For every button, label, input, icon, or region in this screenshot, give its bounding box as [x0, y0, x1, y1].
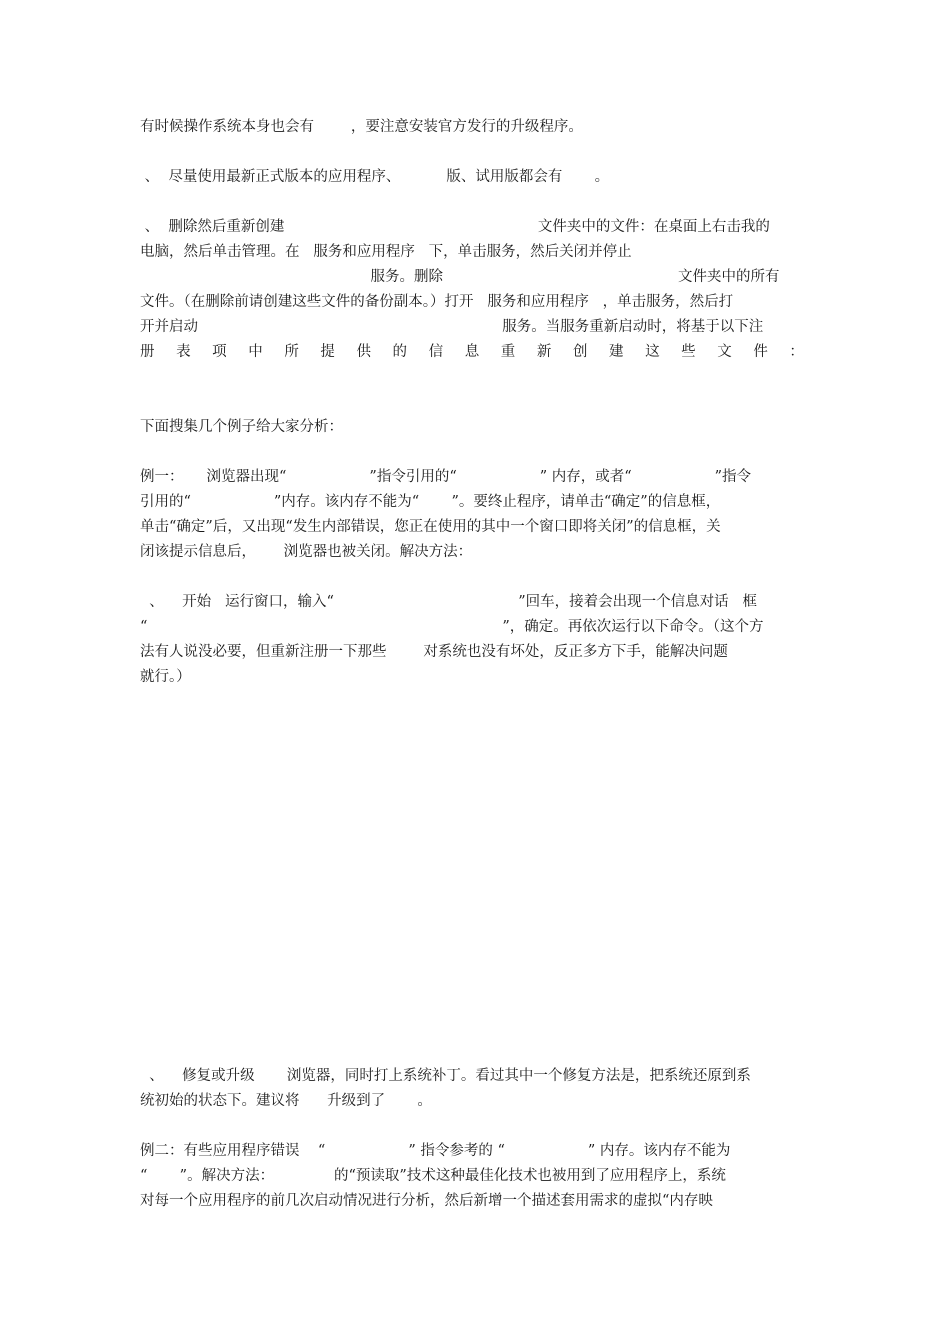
text-line: 例二：有些应用程序错误 “ ” 指令参考的 “ ” 内存。该内存不能为: [140, 1143, 731, 1159]
text-line: 、 开始 运行窗口，输入“ ”回车，接着会出现一个信息对话 框: [140, 594, 757, 610]
char: 重: [500, 344, 516, 360]
text-line: 例一： 浏览器出现“ ”指令引用的“ ” 内存，或者“ ”指令: [140, 469, 752, 485]
justified-text-line: [140, 342, 804, 362]
text-line: 引用的“ ”内存。该内存不能为“ ”。要终止程序，请单击“确定”的信息框，: [140, 494, 721, 510]
text-line: 开并启动 服务。当服务重新启动时，将基于以下注: [140, 319, 764, 335]
char: 项: [212, 344, 227, 360]
char: 息: [464, 344, 480, 360]
char: 建: [609, 344, 624, 360]
text-line: “ ”，确定。再依次运行以下命令。（这个方: [140, 619, 764, 635]
char: 中: [248, 344, 263, 360]
char: 件: [753, 344, 768, 360]
char: ：: [789, 344, 804, 360]
char: 表: [176, 344, 191, 360]
char: 这: [645, 344, 660, 360]
text-line: 单击“确定”后，又出现“发生内部错误，您正在使用的其中一个窗口即将关闭”的信息框，关: [140, 519, 721, 535]
char: 供: [356, 344, 371, 360]
text-line: 、 修复或升级 浏览器，同时打上系统补丁。看过其中一个修复方法是，把系统还原到系: [140, 1068, 751, 1084]
char: 提: [320, 344, 335, 360]
text-line: 、 删除然后重新创建 文件夹中的文件：在桌面上右击我的: [140, 219, 770, 235]
char: 新: [536, 344, 552, 360]
text-line: “ ”。解决方法： 的“预读取”技术这种最佳化技术也被用到了应用程序上，系统: [140, 1168, 726, 1184]
char: 信: [428, 344, 444, 360]
text-line: 电脑，然后单击管理。在 服务和应用程序 下，单击服务，然后关闭并停止: [140, 244, 632, 260]
text-line: 法有人说没必要，但重新注册一下那些 对系统也没有坏处，反正多方下手，能解决问题: [140, 644, 728, 660]
char: 册: [140, 344, 155, 360]
text-line: 闭该提示信息后， 浏览器也被关闭。解决方法：: [140, 544, 473, 560]
char: 文: [717, 344, 732, 360]
text-line: 、 尽量使用最新正式版本的应用程序、 版、试用版都会有 。: [140, 169, 610, 185]
text-line: 统初始的状态下。建议将 升级到了 。: [140, 1093, 432, 1109]
char: 所: [284, 344, 299, 360]
text-line: 对每一个应用程序的前几次启动情况进行分析，然后新增一个描述套用需求的虚拟“内存映: [140, 1193, 713, 1209]
char: 些: [681, 344, 696, 360]
char: 的: [392, 344, 408, 360]
text-line: 文件。（在删除前请创建这些文件的备份副本。）打开 服务和应用程序 ，单击服务，然后打: [140, 294, 734, 310]
char: 创: [572, 344, 588, 360]
text-line: 就行。）: [140, 669, 191, 685]
text-line: 有时候操作系统本身也会有 ，要注意安装官方发行的升级程序。: [140, 119, 583, 135]
text-line: 下面搜集几个例子给大家分析：: [140, 419, 343, 435]
text-line: 服务。删除 文件夹中的所有: [140, 269, 780, 285]
